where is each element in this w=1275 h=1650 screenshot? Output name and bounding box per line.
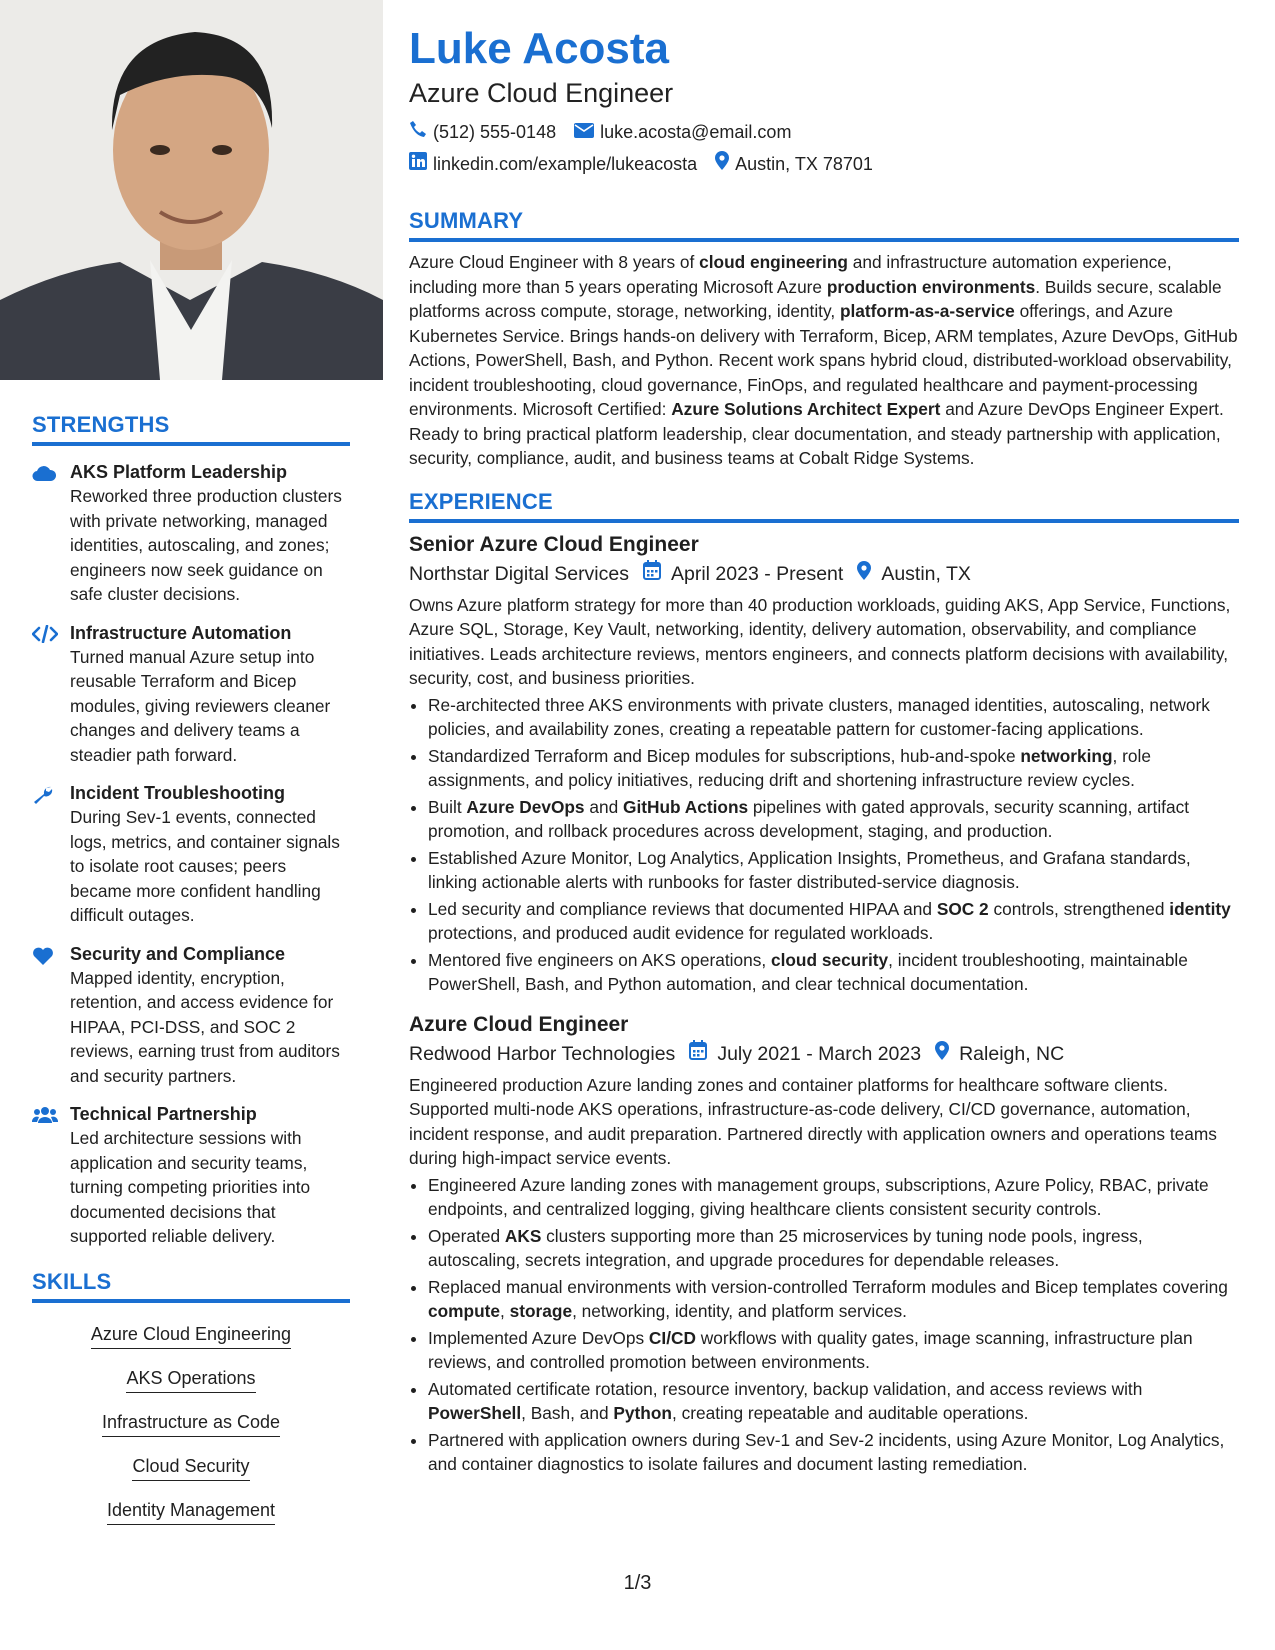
- job-dates: [643, 559, 843, 589]
- job-entry: [409, 1011, 1239, 1477]
- code-icon: [32, 621, 70, 768]
- page-number: 1/3: [623, 1572, 652, 1594]
- wrench-icon: [32, 781, 70, 928]
- contact-row: [409, 148, 1239, 180]
- strength-description: During Sev-1 events, connected logs, metrics, and container signals to isolate root causes; peers became more confident handling difficult outages.: [70, 807, 340, 925]
- phone-icon: [409, 116, 433, 148]
- skill-item: [32, 1321, 350, 1349]
- job-title-headline: Azure Cloud Engineer: [409, 78, 674, 108]
- summary-heading: SUMMARY: [409, 208, 1239, 242]
- job-meta: [409, 559, 1239, 589]
- job-description: Engineered production Azure landing zones and container platforms for healthcare software clients. Supported multi-node AKS operations, infrastructure-as-code delivery, CI/CD governance, automation, incident response, and audit preparation. Partnered directly with application owners and operations teams during high-impact service events.: [409, 1074, 1217, 1168]
- strength-title: Security and Compliance: [70, 943, 286, 964]
- bullet-segment: workflows with quality gates, image scanning, infrastructure plan reviews, and controlled promotion between environments.: [428, 1327, 1193, 1372]
- bullet-segment: Azure DevOps: [466, 796, 585, 817]
- map-pin-icon: [935, 1039, 959, 1069]
- contact-row: [409, 116, 1239, 148]
- bullet-segment: AKS: [504, 1225, 542, 1246]
- strength-item: [32, 621, 350, 768]
- job-bullets: [409, 693, 1239, 997]
- strength-description: Reworked three production clusters with private networking, managed identities, autoscaling, and zones; engineers now seek guidance on safe cluster decisions.: [70, 486, 342, 604]
- email-address: luke.acosta@email.com: [600, 122, 792, 142]
- email-contact[interactable]: [574, 116, 791, 148]
- experience-heading: EXPERIENCE: [409, 489, 1239, 523]
- email-icon: [574, 116, 600, 148]
- profile-photo: [0, 0, 383, 380]
- linkedin-contact[interactable]: [409, 148, 697, 180]
- summary-part: Azure Cloud Engineer with 8 years of: [409, 252, 700, 272]
- phone-number: (512) 555-0148: [433, 122, 557, 142]
- bullet-segment: Re-architected three AKS environments with private clusters, managed identities, autoscaling, network policies, and availability zones, creating a repeatable pattern for customer-facing applications.: [428, 694, 1210, 739]
- summary-part: . Builds secure, scalable platforms across compute, storage, networking, identity,: [409, 276, 1222, 321]
- skill-label: Identity Management: [107, 1497, 275, 1525]
- bullet-segment: SOC 2: [936, 898, 989, 919]
- job-bullets: [409, 1173, 1239, 1477]
- bullet-segment: Engineered Azure landing zones with management groups, subscriptions, Azure Policy, RBAC, private endpoints, and centralized logging, giving healthcare clients consistent security controls.: [428, 1174, 1209, 1219]
- bullet-segment: cloud security: [770, 949, 889, 970]
- job-dates-text: July 2021 - March 2023: [717, 1042, 922, 1065]
- linkedin-icon: [409, 148, 433, 180]
- strength-title: AKS Platform Leadership: [70, 462, 288, 482]
- skill-label: Azure Cloud Engineering: [91, 1321, 291, 1349]
- bullet-segment: , incident troubleshooting, maintainable PowerShell, Bash, and Python automation, and clear technical documentation.: [428, 949, 1188, 994]
- bullet-segment: ,: [500, 1301, 510, 1321]
- bullet-segment: and: [584, 796, 623, 817]
- job-meta: [409, 1039, 1239, 1069]
- bullet-segment: Led security and compliance reviews that documented HIPAA and: [428, 898, 937, 919]
- phone-contact[interactable]: [409, 116, 556, 148]
- strength-title: Technical Partnership: [70, 1104, 257, 1124]
- job-bullet: [428, 1326, 1239, 1375]
- job-location: [857, 559, 971, 589]
- bullet-segment: identity: [1169, 898, 1231, 919]
- bullet-segment: CI/CD: [648, 1327, 696, 1348]
- skill-label: AKS Operations: [126, 1365, 255, 1393]
- job-bullet: [428, 897, 1239, 946]
- location-text: Austin, TX 78701: [735, 154, 873, 174]
- job-bullet: [428, 693, 1239, 742]
- job-entry: [409, 531, 1239, 997]
- job-dates: [689, 1039, 921, 1069]
- users-icon: [32, 1102, 70, 1249]
- main-column: [409, 22, 1239, 1479]
- strength-description: Led architecture sessions with application and security teams, turning competing priorities into documented decisions that supported reliable delivery.: [70, 1128, 311, 1246]
- heart-icon: [32, 942, 70, 1089]
- strength-title: Incident Troubleshooting: [70, 783, 285, 803]
- strength-item: [32, 460, 350, 607]
- bullet-segment: , creating repeatable and auditable operations.: [671, 1403, 1029, 1423]
- skill-label: Infrastructure as Code: [102, 1409, 280, 1437]
- skill-item: [32, 1365, 350, 1393]
- calendar-icon: [643, 559, 671, 589]
- job-dates-text: April 2023 - Present: [670, 562, 844, 585]
- job-role: Azure Cloud Engineer: [409, 1012, 629, 1036]
- job-company: Northstar Digital Services: [409, 562, 629, 585]
- bullet-segment: clusters supporting more than 25 microservices by tuning node pools, ingress, autoscaling, secrets integration, and upgrade procedures for dependable releases.: [428, 1225, 1143, 1270]
- bullet-segment: , role assignments, and policy initiatives, reducing drift and shortening infrastructure review cycles.: [428, 745, 1151, 790]
- bullet-segment: Python: [613, 1403, 672, 1423]
- bullet-segment: GitHub Actions: [623, 796, 749, 817]
- job-location-text: Raleigh, NC: [959, 1042, 1065, 1065]
- summary-part: and infrastructure automation experience, including more than 5 years operating Microsoft Azure: [409, 252, 1172, 297]
- job-bullet: [428, 744, 1239, 793]
- job-bullet: [428, 1428, 1239, 1477]
- strengths-heading: STRENGTHS: [32, 412, 350, 446]
- bullet-segment: pipelines with gated approvals, security scanning, artifact promotion, and rollback procedures across development, staging, and production.: [428, 796, 1190, 841]
- calendar-icon: [689, 1039, 717, 1069]
- job-bullet: [428, 1173, 1239, 1222]
- bullet-segment: Standardized Terraform and Bicep modules for subscriptions, hub-and-spoke: [428, 745, 1021, 766]
- skill-label: Cloud Security: [132, 1453, 249, 1481]
- summary-emphasis: production environments: [826, 276, 1036, 297]
- cloud-icon: [32, 460, 70, 607]
- skill-item: [32, 1409, 350, 1437]
- bullet-segment: Established Azure Monitor, Log Analytics, Application Insights, Prometheus, and Grafana standards, linking actionable alerts with runbooks for faster distributed-service diagnosis.: [428, 847, 1191, 892]
- map-pin-icon: [857, 559, 881, 589]
- skill-item: [32, 1497, 350, 1525]
- summary-part: and Azure DevOps Engineer Expert. Ready to bring practical platform leadership, clear documentation, and steady partnership with application, security, compliance, audit, and business teams at Cobalt Ridge Systems.: [409, 399, 1224, 468]
- bullet-segment: compute: [428, 1301, 501, 1321]
- bullet-segment: Partnered with application owners during Sev-1 and Sev-2 incidents, using Azure Monitor, Log Analytics, and container diagnostics to isolate failures and document lasting remediation.: [428, 1429, 1225, 1474]
- bullet-segment: Mentored five engineers on AKS operations,: [428, 949, 771, 970]
- summary-text: [409, 250, 1239, 471]
- job-bullet: [428, 1224, 1239, 1273]
- summary-emphasis: cloud engineering: [699, 252, 848, 272]
- bullet-segment: Implemented Azure DevOps: [428, 1327, 649, 1348]
- job-description: Owns Azure platform strategy for more than 40 production workloads, guiding AKS, App Service, Functions, Azure SQL, Storage, Key Vault, networking, identity, delivery automation, observability, and compliance initiatives. Leads architecture reviews, mentors engineers, and connects platform decisions with availability, security, cost, and business priorities.: [409, 594, 1231, 688]
- strength-item: [32, 942, 350, 1089]
- left-column: [0, 0, 383, 1650]
- map-pin-icon: [715, 148, 735, 180]
- bullet-segment: Operated: [428, 1225, 505, 1246]
- bullet-segment: controls, strengthened: [988, 898, 1170, 919]
- job-bullet: [428, 1275, 1239, 1324]
- job-company: Redwood Harbor Technologies: [409, 1042, 676, 1065]
- skill-item: [32, 1453, 350, 1481]
- summary-emphasis: Azure Solutions Architect Expert: [671, 399, 941, 419]
- bullet-segment: , Bash, and: [521, 1403, 614, 1423]
- bullet-segment: networking: [1020, 745, 1113, 766]
- strength-title: Infrastructure Automation: [70, 622, 292, 643]
- bullet-segment: Built: [428, 796, 467, 817]
- bullet-segment: , networking, identity, and platform services.: [572, 1301, 907, 1321]
- job-bullet: [428, 948, 1239, 997]
- job-location-text: Austin, TX: [881, 562, 971, 585]
- skills-heading: SKILLS: [32, 1269, 350, 1303]
- linkedin-url: linkedin.com/example/lukeacosta: [433, 154, 698, 174]
- summary-emphasis: platform-as-a-service: [839, 301, 1015, 321]
- bullet-segment: PowerShell: [428, 1403, 522, 1423]
- location-contact: [715, 148, 873, 180]
- bullet-segment: Replaced manual environments with version-controlled Terraform modules and Bicep templates covering: [428, 1276, 1228, 1297]
- experience-list: [409, 531, 1239, 1477]
- job-bullet: [428, 846, 1239, 895]
- strength-description: Turned manual Azure setup into reusable Terraform and Bicep modules, giving reviewers cleaner changes and delivery teams a steadier path forward.: [70, 646, 331, 765]
- strength-item: [32, 1102, 350, 1249]
- job-location: [935, 1039, 1064, 1069]
- job-bullet: [428, 1377, 1239, 1426]
- bullet-segment: storage: [509, 1301, 573, 1321]
- strength-description: Mapped identity, encryption, retention, and access evidence for HIPAA, PCI-DSS, and SOC 2 reviews, earning trust from auditors and security partners.: [70, 967, 340, 1086]
- candidate-name: Luke Acosta: [409, 24, 670, 73]
- strength-item: [32, 781, 350, 928]
- job-bullet: [428, 795, 1239, 844]
- summary-part: offerings, and Azure Kubernetes Service. Brings hands-on delivery with Terraform, Bicep, ARM templates, Azure DevOps, GitHub Actions, PowerShell, Bash, and Python. Recent work spans hybrid cloud, distributed-workload observability, incident troubleshooting, cloud governance, FinOps, and regulated healthcare and payment-processing environments. Microsoft Certified:: [409, 301, 1238, 419]
- job-role: Senior Azure Cloud Engineer: [409, 532, 699, 556]
- bullet-segment: Automated certificate rotation, resource inventory, backup validation, and access reviews with: [428, 1378, 1143, 1399]
- bullet-segment: protections, and produced audit evidence for regulated workloads.: [428, 923, 934, 943]
